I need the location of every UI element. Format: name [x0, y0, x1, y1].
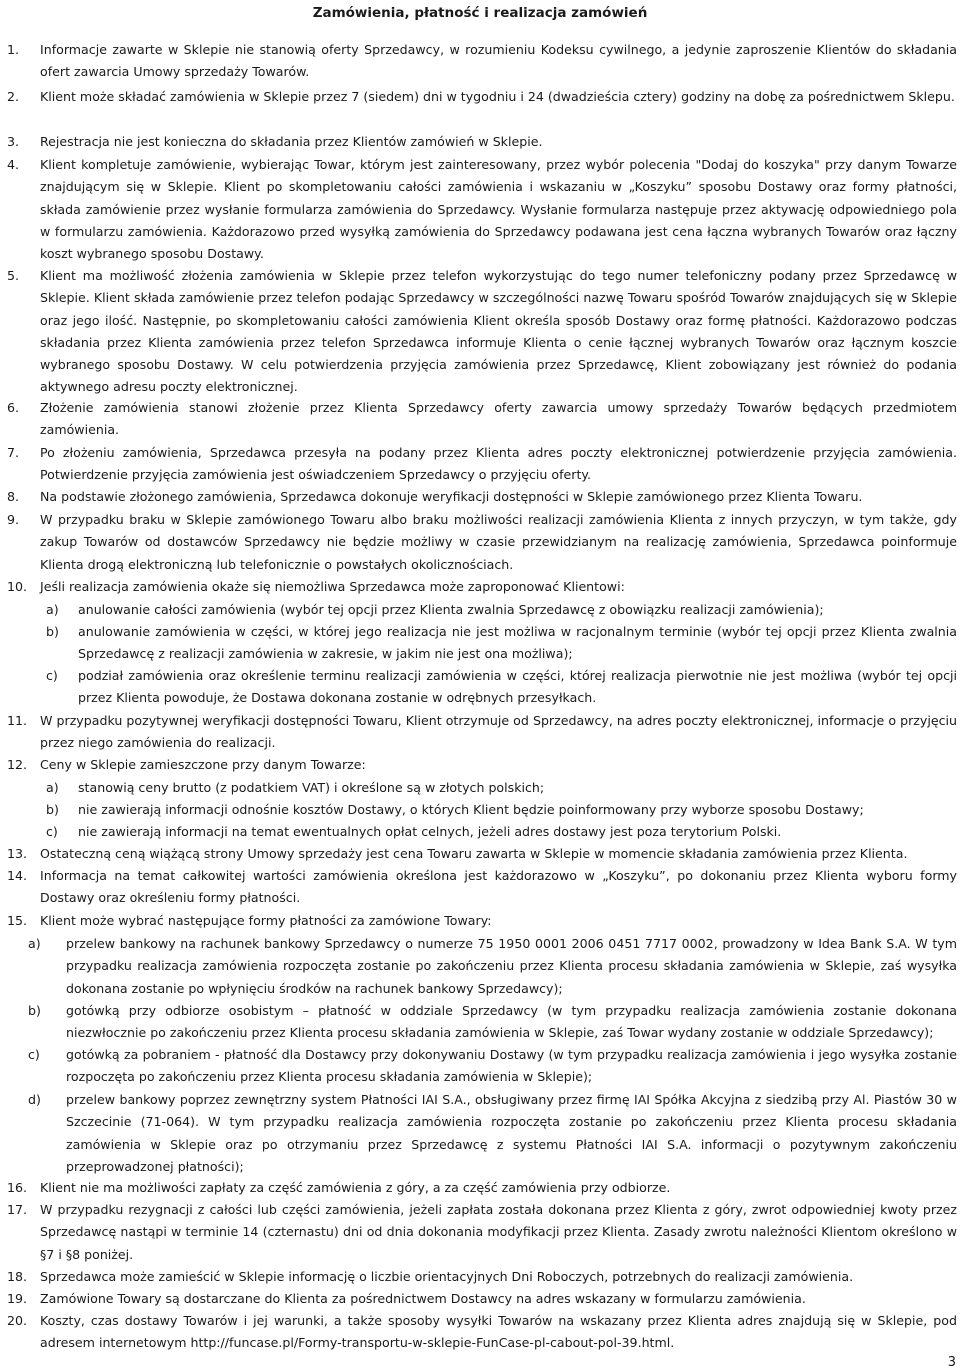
- list-item: 6. Złożenie zamówienia stanowi złożenie przez Klienta Sprzedawcy oferty zawarcia umowy sprzedaży Towarów będących przedmiotem zamówienia.: [7, 400, 957, 438]
- sub-list-item: a) przelew bankowy na rachunek bankowy Sprzedawcy o numerze 75 1950 0001 2006 0451 7717 0002, prowadzony w Idea Bank S.A. W tym przypadku realizacja zamówienia rozpoczęta zostanie po zakończeniu przez Klienta procesu składania zamówienia w Sklepie, zaś wysyłka dokonana zostanie po wpłynięciu środków na rachunek bankowy Sprzedawcy);: [28, 936, 957, 996]
- sub-list-item: b) gotówką przy odbiorze osobistym – płatność w oddziale Sprzedawcy (w tym przypadku realizacja zamówienia zostanie dokonana niezwłocznie po zakończeniu przez Klienta procesu składania zamówienia w Sklepie, zaś Towar wydany zostanie w oddziale Sprzedawcy);: [28, 1003, 957, 1041]
- sub-list-item: c) gotówką za pobraniem - płatność dla Dostawcy przy dokonywaniu Dostawy (w tym przypadku realizacja zamówienia i jego wysyłka zostanie rozpoczęta po zakończeniu przez Klienta procesu składania zamówienia w Sklepie);: [28, 1047, 957, 1085]
- section-title: Zamówienia, płatność i realizacja zamówień: [312, 5, 648, 21]
- list-item: 8. Na podstawie złożonego zamówienia, Sprzedawca dokonuje weryfikacji dostępności w Sklepie zamówionego przez Klienta Towaru.: [7, 489, 863, 504]
- sub-list-item: c) nie zawierają informacji na temat ewentualnych opłat celnych, jeżeli adres dostawy jest poza terytorium Polski.: [46, 824, 782, 839]
- list-item: 19. Zamówione Towary są dostarczane do Klienta za pośrednictwem Dostawcy na adres wskazany w formularzu zamówienia.: [7, 1291, 806, 1306]
- list-item: 10. Jeśli realizacja zamówienia okaże się niemożliwa Sprzedawca może zaproponować Klientowi:: [7, 579, 625, 594]
- list-item: 3. Rejestracja nie jest konieczna do składania przez Klientów zamówień w Sklepie.: [7, 134, 543, 149]
- sub-list-item: c) podział zamówienia oraz określenie terminu realizacji zamówienia w części, której realizacja pierwotnie nie jest możliwa (wybór tej opcji przez Klienta powoduje, że Dostawa dokonana zostanie w odrębnych przesyłkach.: [46, 668, 957, 706]
- page-number: 3: [947, 1355, 956, 1370]
- list-item: 13. Ostateczną ceną wiążącą strony Umowy sprzedaży jest cena Towaru zawarta w Sklepie w momencie składania zamówienia przez Klienta.: [7, 846, 908, 861]
- list-item: 9. W przypadku braku w Sklepie zamówionego Towaru albo braku możliwości realizacji zamówienia Klienta z innych przyczyn, w tym także, gdy zakup Towarów od dostawców Sprzedawcy nie będzie możliwy w czasie przewidzianym na realizację zamówienia, Sprzedawca poinformuje Klienta drogą elektroniczną lub telefonicznie o powstałych okolicznościach.: [7, 512, 957, 572]
- list-item: 5. Klient ma możliwość złożenia zamówienia w Sklepie przez telefon wykorzystując do tego numer telefoniczny podany przez Sprzedawcę w Sklepie. Klient składa zamówienie przez telefon podając Sprzedawcy w szczególności nazwę Towaru spośród Towarów znajdujących się w Sklepie oraz jego ilość. Następnie, po skompletowaniu całości zamówienia Klient określa sposób Dostawy oraz formę płatności. Każdorazowo podczas składania przez Klienta zamówienia przez telefon Sprzedawca informuje Klienta o cenie łącznej wybranych Towarów oraz łącznym koszcie wybranego sposobu Dostawy. W celu potwierdzenia przyjęcia zamówienia przez Sprzedawcę, Klient zobowiązany jest również do podania aktywnego adresu poczty elektronicznej.: [7, 268, 957, 395]
- list-item: 18. Sprzedawca może zamieścić w Sklepie informację o liczbie orientacyjnych Dni Roboczych, potrzebnych do realizacji zamówienia.: [7, 1269, 854, 1284]
- list-item: 15. Klient może wybrać następujące formy płatności za zamówione Towary:: [7, 913, 492, 928]
- sub-list-item: a) stanowią ceny brutto (z podatkiem VAT) i określone są w złotych polskich;: [46, 780, 545, 795]
- list-item: 1. Informacje zawarte w Sklepie nie stanowią oferty Sprzedawcy, w rozumieniu Kodeksu cywilnego, a jedynie zaproszenie Klientów do składania ofert zawarcia Umowy sprzedaży Towarów.: [7, 42, 957, 80]
- sub-list-item: b) nie zawierają informacji odnośnie kosztów Dostawy, o których Klient będzie poinformowany przy wyborze sposobu Dostawy;: [46, 802, 864, 817]
- list-item: 11. W przypadku pozytywnej weryfikacji dostępności Towaru, Klient otrzymuje od Sprzedawcy, na adres poczty elektronicznej, informacje o przyjęciu przez niego zamówienia do realizacji.: [7, 713, 957, 751]
- list-item: 4. Klient kompletuje zamówienie, wybierając Towar, którym jest zainteresowany, przez wybór polecenia "Dodaj do koszyka" przy danym Towarze znajdującym się w Sklepie. Klient po skompletowaniu całości zamówienia i wskazaniu w „Koszyku” sposobu Dostawy oraz formy płatności, składa zamówienie przez wysłanie formularza zamówienia do Sprzedawcy. Wysłanie formularza następuje przez aktywację odpowiedniego pola w formularzu zamówienia. Każdorazowo przed wysyłką zamówienia do Sprzedawcy podawana jest cena łączna wybranych Towarów oraz łączny koszt wybranego sposobu Dostawy.: [7, 157, 957, 262]
- list-item: 12. Ceny w Sklepie zamieszczone przy danym Towarze:: [7, 757, 366, 772]
- sub-list-item: a) anulowanie całości zamówienia (wybór tej opcji przez Klienta zwalnia Sprzedawcę z obowiązku realizacji zamówienia);: [46, 602, 824, 617]
- list-item: 7. Po złożeniu zamówienia, Sprzedawca przesyła na podany przez Klienta adres poczty elektronicznej potwierdzenie przyjęcia zamówienia. Potwierdzenie przyjęcia zamówienia jest oświadczeniem Sprzedawcy o przyjęciu oferty.: [7, 445, 957, 483]
- sub-list-item: d) przelew bankowy poprzez zewnętrzny system Płatności IAI S.A., obsługiwany przez firmę IAI Spółka Akcyjna z siedzibą przy Al. Piastów 30 w Szczecinie (71-064). W tym przypadku realizacja zamówienia rozpoczęta zostanie po zakończeniu przez Klienta procesu składania zamówienia w Sklepie oraz po otrzymaniu przez Sprzedawcę z systemu Płatności IAI S.A. informacji o pozytywnym zakończeniu przeprowadzonej płatności);: [28, 1092, 957, 1174]
- list-item: 20. Koszty, czas dostawy Towarów i jej warunki, a także sposoby wysyłki Towarów na wskazany przez Klienta adres znajdują się w Sklepie, pod adresem internetowym http://funcase.pl/Formy-transportu-w-sklepie-FunCase-pl-cabout-pol-39.html.: [7, 1313, 957, 1351]
- sub-list-item: b) anulowanie zamówienia w części, w której jego realizacja nie jest możliwa w racjonalnym terminie (wybór tej opcji przez Klienta zwalnia Sprzedawcę z realizacji zamówienia w zakresie, w jakim nie jest ona możliwa);: [46, 624, 957, 662]
- list-item: 17. W przypadku rezygnacji z całości lub części zamówienia, jeżeli zapłata została dokonana przez Klienta z góry, zwrot odpowiedniej kwoty przez Sprzedawcę nastąpi w terminie 14 (czternastu) dni od dnia dokonania modyfikacji przez Klienta. Zasady zwrotu należności Klientom określono w §7 i §8 poniżej.: [7, 1202, 957, 1262]
- list-item: 16. Klient nie ma możliwości zapłaty za część zamówienia z góry, a za część zamówienia przy odbiorze.: [7, 1180, 671, 1195]
- list-item: 2. Klient może składać zamówienia w Sklepie przez 7 (siedem) dni w tygodniu i 24 (dwadzieścia cztery) godziny na dobę za pośrednictwem Sklepu.: [7, 89, 955, 104]
- list-item: 14. Informacja na temat całkowitej wartości zamówienia określona jest każdorazowo w „Koszyku”, po dokonaniu przez Klienta wyboru formy Dostawy oraz określeniu formy płatności.: [7, 868, 957, 906]
